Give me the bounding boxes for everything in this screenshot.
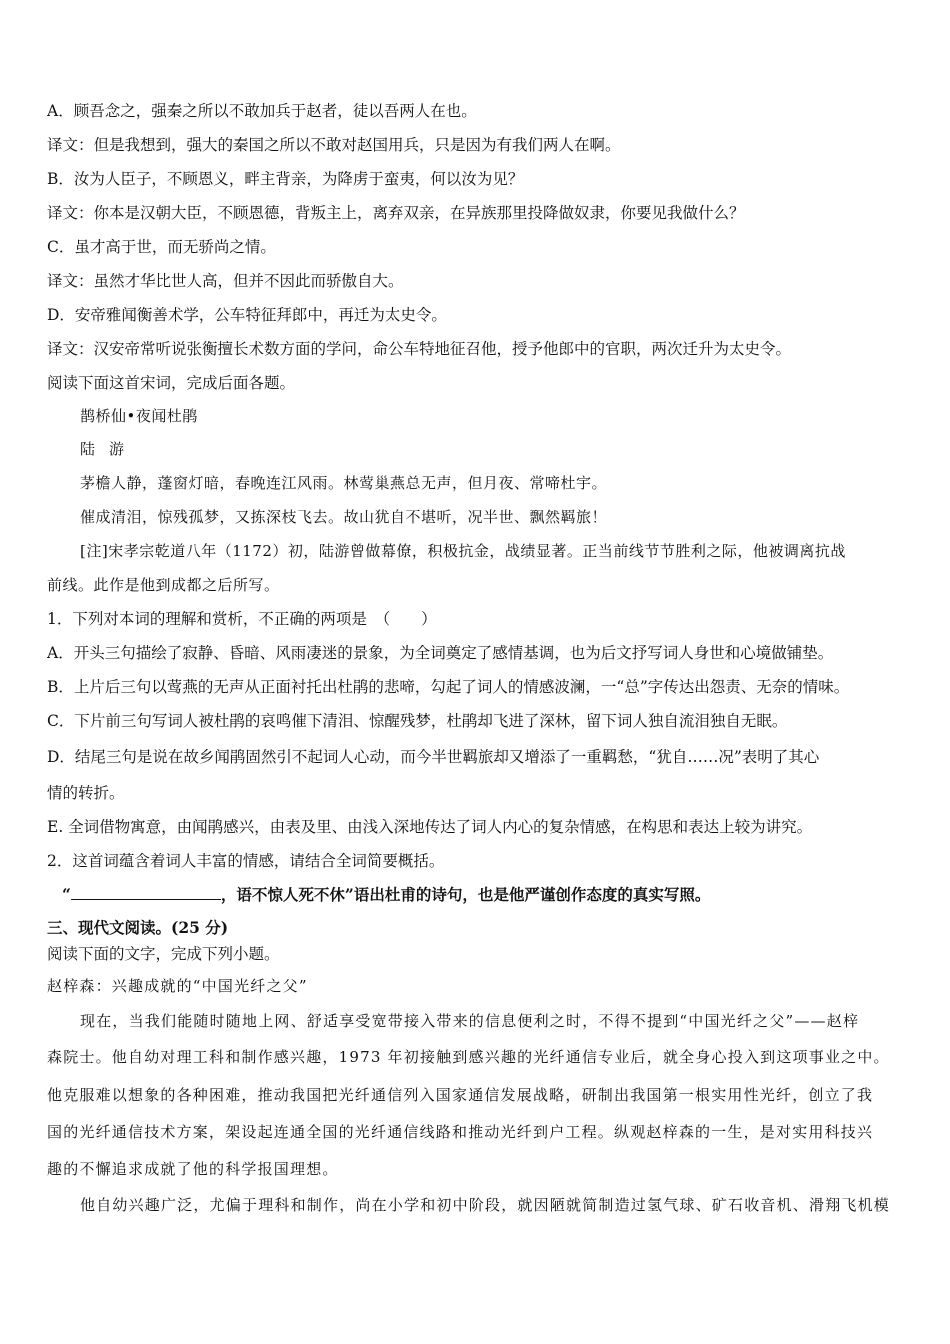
option-a-translation: 译文：但是我想到，强大的秦国之所以不敢对赵国用兵，只是因为有我们两人在啊。: [47, 136, 621, 154]
question-1-option-b: B．上片后三句以莺燕的无声从正面衬托出杜鹃的悲啼，勾起了词人的情感波澜，一“总”字传达出怨责、无奈的情味。: [47, 678, 850, 696]
poem-title: 鹊桥仙•夜闻杜鹃: [80, 407, 198, 425]
section-3-intro: 阅读下面的文字，完成下列小题。: [47, 945, 280, 963]
option-d-translation: 译文：汉安帝常听说张衡擅长术数方面的学问，命公车特地征召他，授予他郎中的官职，两次迁升为太史令。: [47, 340, 792, 358]
poem-intro: 阅读下面这首宋词，完成后面各题。: [47, 374, 296, 392]
question-1-option-d-cont: 情的转折。: [47, 784, 125, 802]
paragraph-1-line-4: 国的光纤通信技术方案，架设起连通全国的光纤通信线路和推动光纤到户工程。纵观赵梓森的一生，是对实用科技兴: [47, 1123, 874, 1141]
option-b-translation: 译文：你本是汉朝大臣，不顾恩德，背叛主上，离弃双亲，在异族那里投降做奴隶，你要见我做什么？: [47, 204, 745, 222]
paragraph-1-line-2: 森院士。他自幼对理工科和制作感兴趣，1973 年初接触到感兴趣的光纤通信专业后，就全身心投入到这项事业之中。: [47, 1048, 890, 1066]
question-1-option-e: E. 全词借物寓意，由闻鹃感兴，由表及里、由浅入深地传达了词人内心的复杂情感，在构思和表达上较为讲究。: [47, 818, 813, 836]
poem-author: 陆游: [80, 440, 139, 458]
open-quote: “: [62, 885, 71, 904]
answer-blank[interactable]: [71, 885, 221, 900]
section-3-heading: 三、现代文阅读。(25 分): [47, 918, 229, 937]
fill-blank-question: [62, 885, 920, 905]
option-b-text: B．汝为人臣子，不顾恩义，畔主背亲，为降虏于蛮夷，何以汝为见？: [47, 170, 524, 188]
paragraph-1-line-3: 他克服难以想象的各种困难，推动我国把光纤通信列入国家通信发展战略，研制出我国第一根实用性光纤，创立了我: [47, 1086, 874, 1104]
question-2: 2．这首词蕴含着词人丰富的情感，请结合全词简要概括。: [47, 852, 445, 870]
poem-note-cont: 前线。此作是他到成都之后所写。: [47, 576, 280, 594]
question-1: 1．下列对本词的理解和赏析，不正确的两项是 （ ）: [47, 610, 437, 628]
poem-note: [注]宋孝宗乾道八年（1172）初，陆游曾做幕僚，积极抗金，战绩显著。正当前线节节胜利之际，他被调离抗战: [80, 542, 846, 560]
option-c-translation: 译文：虽然才华比世人高，但并不因此而骄傲自大。: [47, 272, 404, 290]
poem-line-1: 茅檐人静，蓬窗灯暗，春晚连江风雨。林莺巢燕总无声，但月夜、常啼杜宇。: [80, 474, 608, 492]
question-1-option-d: D．结尾三句是说在故乡闻鹃固然引不起词人心动，而今半世羁旅却又增添了一重羁愁，“犹自……况”表明了其心: [47, 748, 820, 766]
option-a-text: A．顾吾念之，强秦之所以不敢加兵于赵者，徒以吾两人在也。: [47, 102, 477, 120]
poem-line-2: 催成清泪，惊残孤梦，又拣深枝飞去。故山犹自不堪听，况半世、飘然羁旅！: [80, 508, 608, 526]
option-c-text: C．虽才高于世，而无骄尚之情。: [47, 238, 276, 256]
option-d-text: D．安帝雅闻衡善术学，公车特征拜郎中，再迁为太史令。: [47, 306, 447, 324]
question-1-option-a: A．开头三句描绘了寂静、昏暗、风雨凄迷的景象，为全词奠定了感情基调，也为后文抒写词人身世和心境做铺垫。: [47, 644, 834, 662]
paragraph-1-line-1: 现在，当我们能随时随地上网、舒适享受宽带接入带来的信息便利之时，不得不提到“中国光纤之父”——赵梓: [80, 1012, 860, 1030]
article-title: 赵梓森：兴趣成就的“中国光纤之父”: [47, 977, 308, 995]
question-1-option-c: C．下片前三句写词人被杜鹃的哀鸣催下清泪、惊醒残梦，杜鹃却飞进了深林，留下词人独自流泪独自无眠。: [47, 712, 788, 730]
paragraph-2-line-1: 他自幼兴趣广泛，尤偏于理科和制作，尚在小学和初中阶段，就因陋就简制造过氢气球、矿石收音机、滑翔飞机模: [80, 1196, 891, 1214]
fill-blank-rest: ，语不惊人死不休”语出杜甫的诗句，也是他严谨创作态度的真实写照。: [220, 885, 711, 904]
paragraph-1-line-5: 趣的不懈追求成就了他的科学报国理想。: [47, 1160, 339, 1178]
